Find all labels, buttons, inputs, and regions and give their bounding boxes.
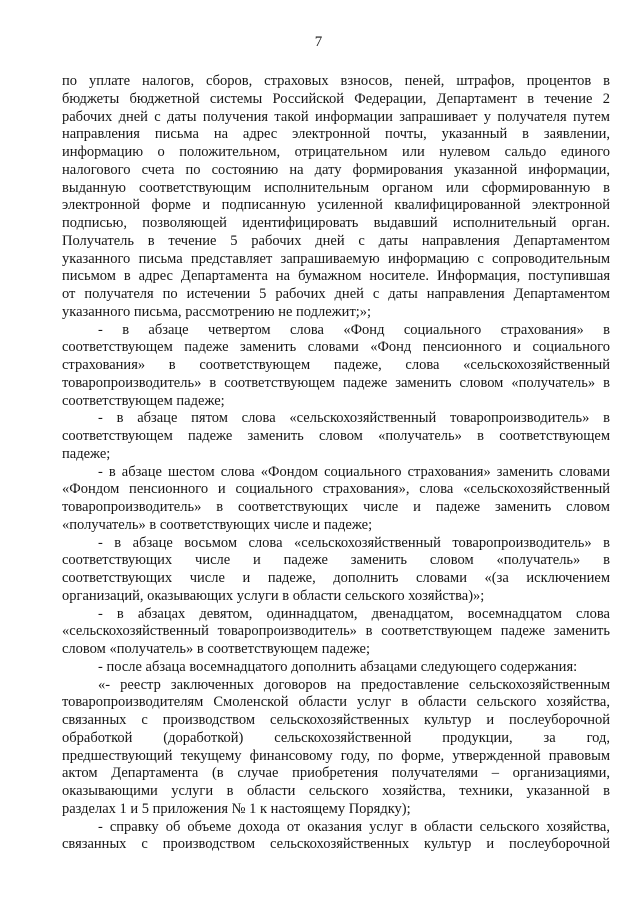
text-line: письмом в адрес Департамента на бумажном носителе. Информация, поступившая [62,268,610,285]
text-line: актом Департамента (в случае приобретения получателями – организациями, [62,765,610,782]
text-line: налогового счета по состоянию на дату формирования указанной информации, [62,161,610,178]
text-line: «Фондом пенсионного и социального страхования», слова «сельскохозяйственный [62,481,610,498]
text-line: соответствующих числе и падеже, дополнить словами «(за исключением [62,570,610,586]
text-line: по уплате налогов, сборов, страховых взносов, пеней, штрафов, процентов в [62,73,610,89]
page-number: 7 [314,34,323,50]
text-line: оказывающими услуги в области сельского хозяйства, техники, указанной в [62,783,610,799]
text-line: товаропроизводитель» в соответствующем падеже заменить словом «получатель» в [62,374,610,391]
text-line: - справку об объеме дохода от оказания услуг в области сельского хозяйства, [98,818,610,835]
text-line: указанного письма представляет запрашиваемую информацию с сопроводительным [62,250,610,267]
text-line: - после абзаца восемнадцатого дополнить абзацами следующего содержания: [98,658,578,675]
text-line: связанных с производством сельскохозяйственных культур и послеуборочной [62,712,610,728]
text-line: «сельскохозяйственный товаропроизводитель» в соответствующем падеже заменить [62,623,610,640]
text-line: соответствующих числе и падеже заменить словом «получатель» в [62,552,610,569]
text-line: бюджеты бюджетной системы Российской Федерации, Департамент в течение 2 [62,90,610,107]
text-line: - в абзацах девятом, одиннадцатом, двенадцатом, восемнадцатом слова [98,605,610,622]
text-line: связанных с производством сельскохозяйственных культур и послеуборочной [62,836,610,853]
text-line: - в абзаце восьмом слова «сельскохозяйственный товаропроизводитель» в [98,534,610,551]
text-line: страхования» в соответствующем падеже, слова «сельскохозяйственный [62,357,610,373]
text-line: «получатель» в соответствующих числе и падеже; [62,516,373,533]
text-line: направления письма на адрес электронной почты, указанный в заявлении, [62,126,610,143]
text-line: «- реестр заключенных договоров на предоставление сельскохозяйственным [98,676,610,693]
text-line: - в абзаце шестом слова «Фондом социального страхования» заменить словами [98,463,610,480]
text-line: предшествующий текущему финансовому году, по форме, утвержденной правовым [62,747,610,764]
text-line: товаропроизводитель» в соответствующих числе и падеже заменить словом [62,499,610,515]
text-line: информацию о положительном, отрицательном или нулевом сальдо единого [62,144,610,160]
text-line: указанного письма, рассмотрению не подлежит;»; [62,303,372,320]
document-body [62,73,610,854]
text-line: товаропроизводителям Смоленской области услуг в области сельского хозяйства, [62,694,610,711]
text-line: соответствующем падеже заменить словом «получатель» в соответствующем [62,428,610,444]
text-line: от получателя по истечении 5 рабочих дней с даты направления Департаментом [62,286,610,302]
text-line: организаций, оказывающих услуги в области сельского хозяйства)»; [62,587,485,604]
text-line: падеже; [62,445,111,462]
text-line: - в абзаце четвертом слова «Фонд социального страхования» в [98,321,610,338]
text-line: - в абзаце пятом слова «сельскохозяйственный товаропроизводитель» в [98,410,610,427]
text-line: разделах 1 и 5 приложения № 1 к настоящему Порядку); [62,800,411,817]
text-line: электронной форме и подписанную усиленной квалифицированной электронной [62,197,610,214]
text-line: рабочих дней с даты получения такой информации запрашивает у получателя путем [62,108,610,125]
text-line: соответствующем падеже заменить словами «Фонд пенсионного и социального [62,339,610,356]
text-line: подписью, позволяющей идентифицировать выдавший исполнительный орган. [62,215,610,231]
text-line: словом «получатель» в соответствующем падеже; [62,641,371,657]
text-line: соответствующем падеже; [62,392,225,409]
text-line: обработкой (доработкой) сельскохозяйственной продукции, за год, [62,729,610,746]
text-line: Получатель в течение 5 рабочих дней с даты направления Департаментом [62,232,610,249]
text-line: выданную соответствующим исполнительным органом или сформированную в [62,179,610,196]
